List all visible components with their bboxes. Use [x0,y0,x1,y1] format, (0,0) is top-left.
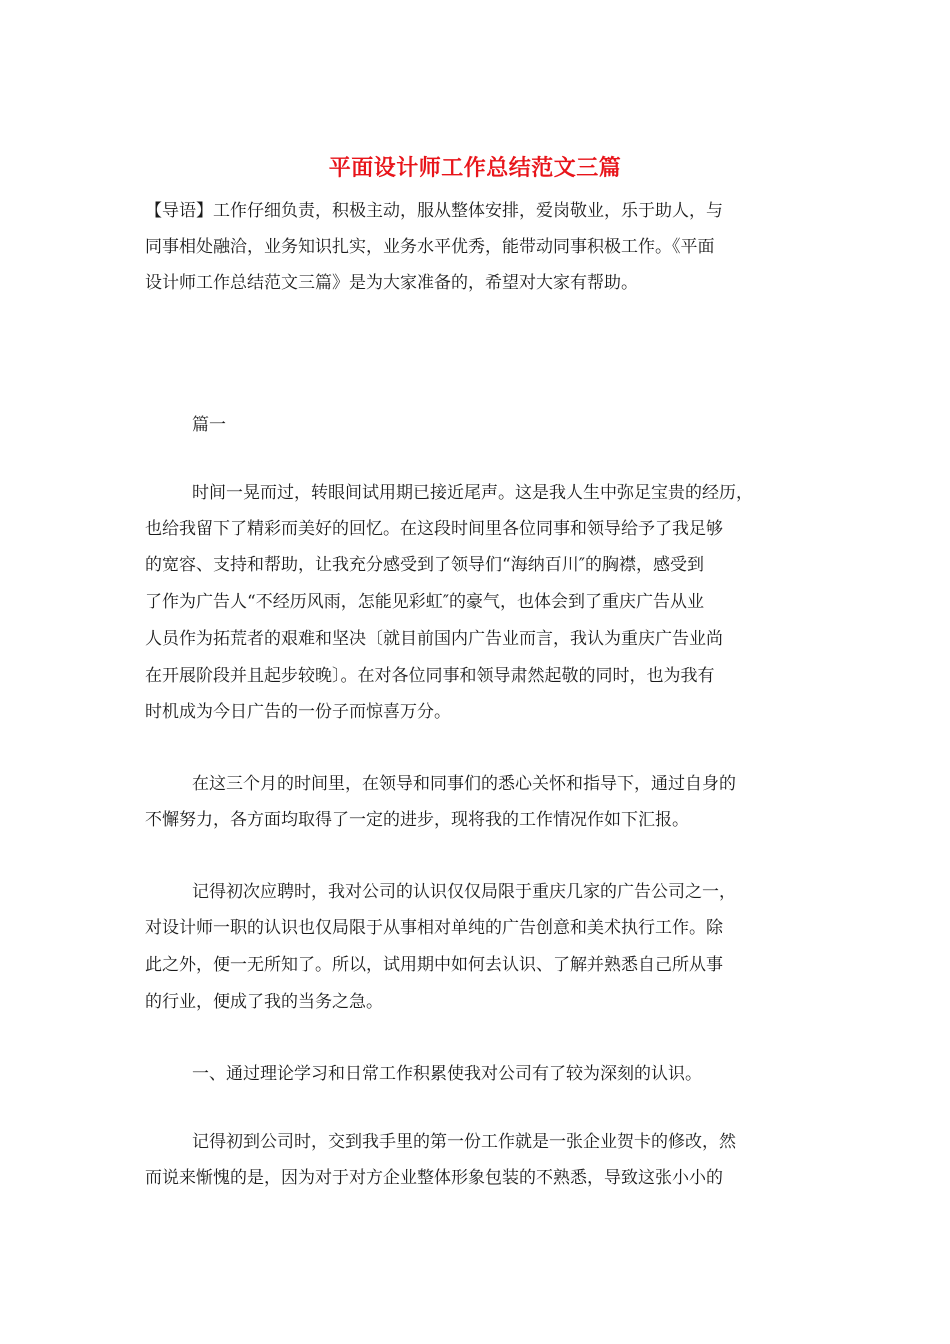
paragraph-line: 记得初到公司时，交到我手里的第一份工作就是一张企业贺卡的修改，然 [192,1132,736,1152]
paragraph-line: 在开展阶段并且起步较晚〕。在对各位同事和领导肃然起敬的同时，也为我有 [145,666,715,686]
intro-line: 同事相处融洽，业务知识扎实，业务水平优秀，能带动同事积极工作。《平面 [145,237,715,257]
paragraph-line: 时机成为今日广告的一份子而惊喜万分。 [145,702,451,722]
paragraph-line: 记得初次应聘时，我对公司的认识仅仅局限于重庆几家的广告公司之一， [192,882,736,902]
paragraph-line: 不懈努力，各方面均取得了一定的进步，现将我的工作情况作如下汇报。 [145,810,689,830]
paragraph-line: 对设计师一职的认识也仅局限于从事相对单纯的广告创意和美术执行工作。除 [145,918,723,938]
paragraph-line: 时间一晃而过，转眼间试用期已接近尾声。这是我人生中弥足宝贵的经历， [192,483,753,503]
paragraph-line: 的行业，便成了我的当务之急。 [145,992,383,1012]
paragraph-line: 在这三个月的时间里，在领导和同事们的悉心关怀和指导下，通过自身的 [192,774,736,794]
paragraph-line: 人员作为拓荒者的艰难和坚决〔就目前国内广告业而言，我认为重庆广告业尚 [145,629,723,649]
paragraph-line: 也给我留下了精彩而美好的回忆。在这段时间里各位同事和领导给予了我足够 [145,519,723,539]
paragraph-line: 了作为广告人“不经历风雨，怎能见彩虹″的豪气，也体会到了重庆广告从业 [145,592,705,612]
document-title: 平面设计师工作总结范文三篇 [328,155,622,181]
intro-line: 【导语】工作仔细负责，积极主动，服从整体安排，爱岗敬业，乐于助人，与 [145,201,723,221]
intro-line: 设计师工作总结范文三篇》是为大家准备的，希望对大家有帮助。 [145,273,638,293]
paragraph-line: 此之外，便一无所知了。所以，试用期中如何去认识、了解并熟悉自己所从事 [145,955,723,975]
section-heading: 一、通过理论学习和日常工作积累使我对公司有了较为深刻的认识。 [192,1064,702,1084]
paragraph-line: 而说来惭愧的是，因为对于对方企业整体形象包装的不熟悉，导致这张小小的 [145,1168,723,1188]
section-label: 篇一 [192,415,226,435]
paragraph-line: 的宽容、支持和帮助，让我充分感受到了领导们“海纳百川″的胸襟，感受到 [145,555,705,575]
